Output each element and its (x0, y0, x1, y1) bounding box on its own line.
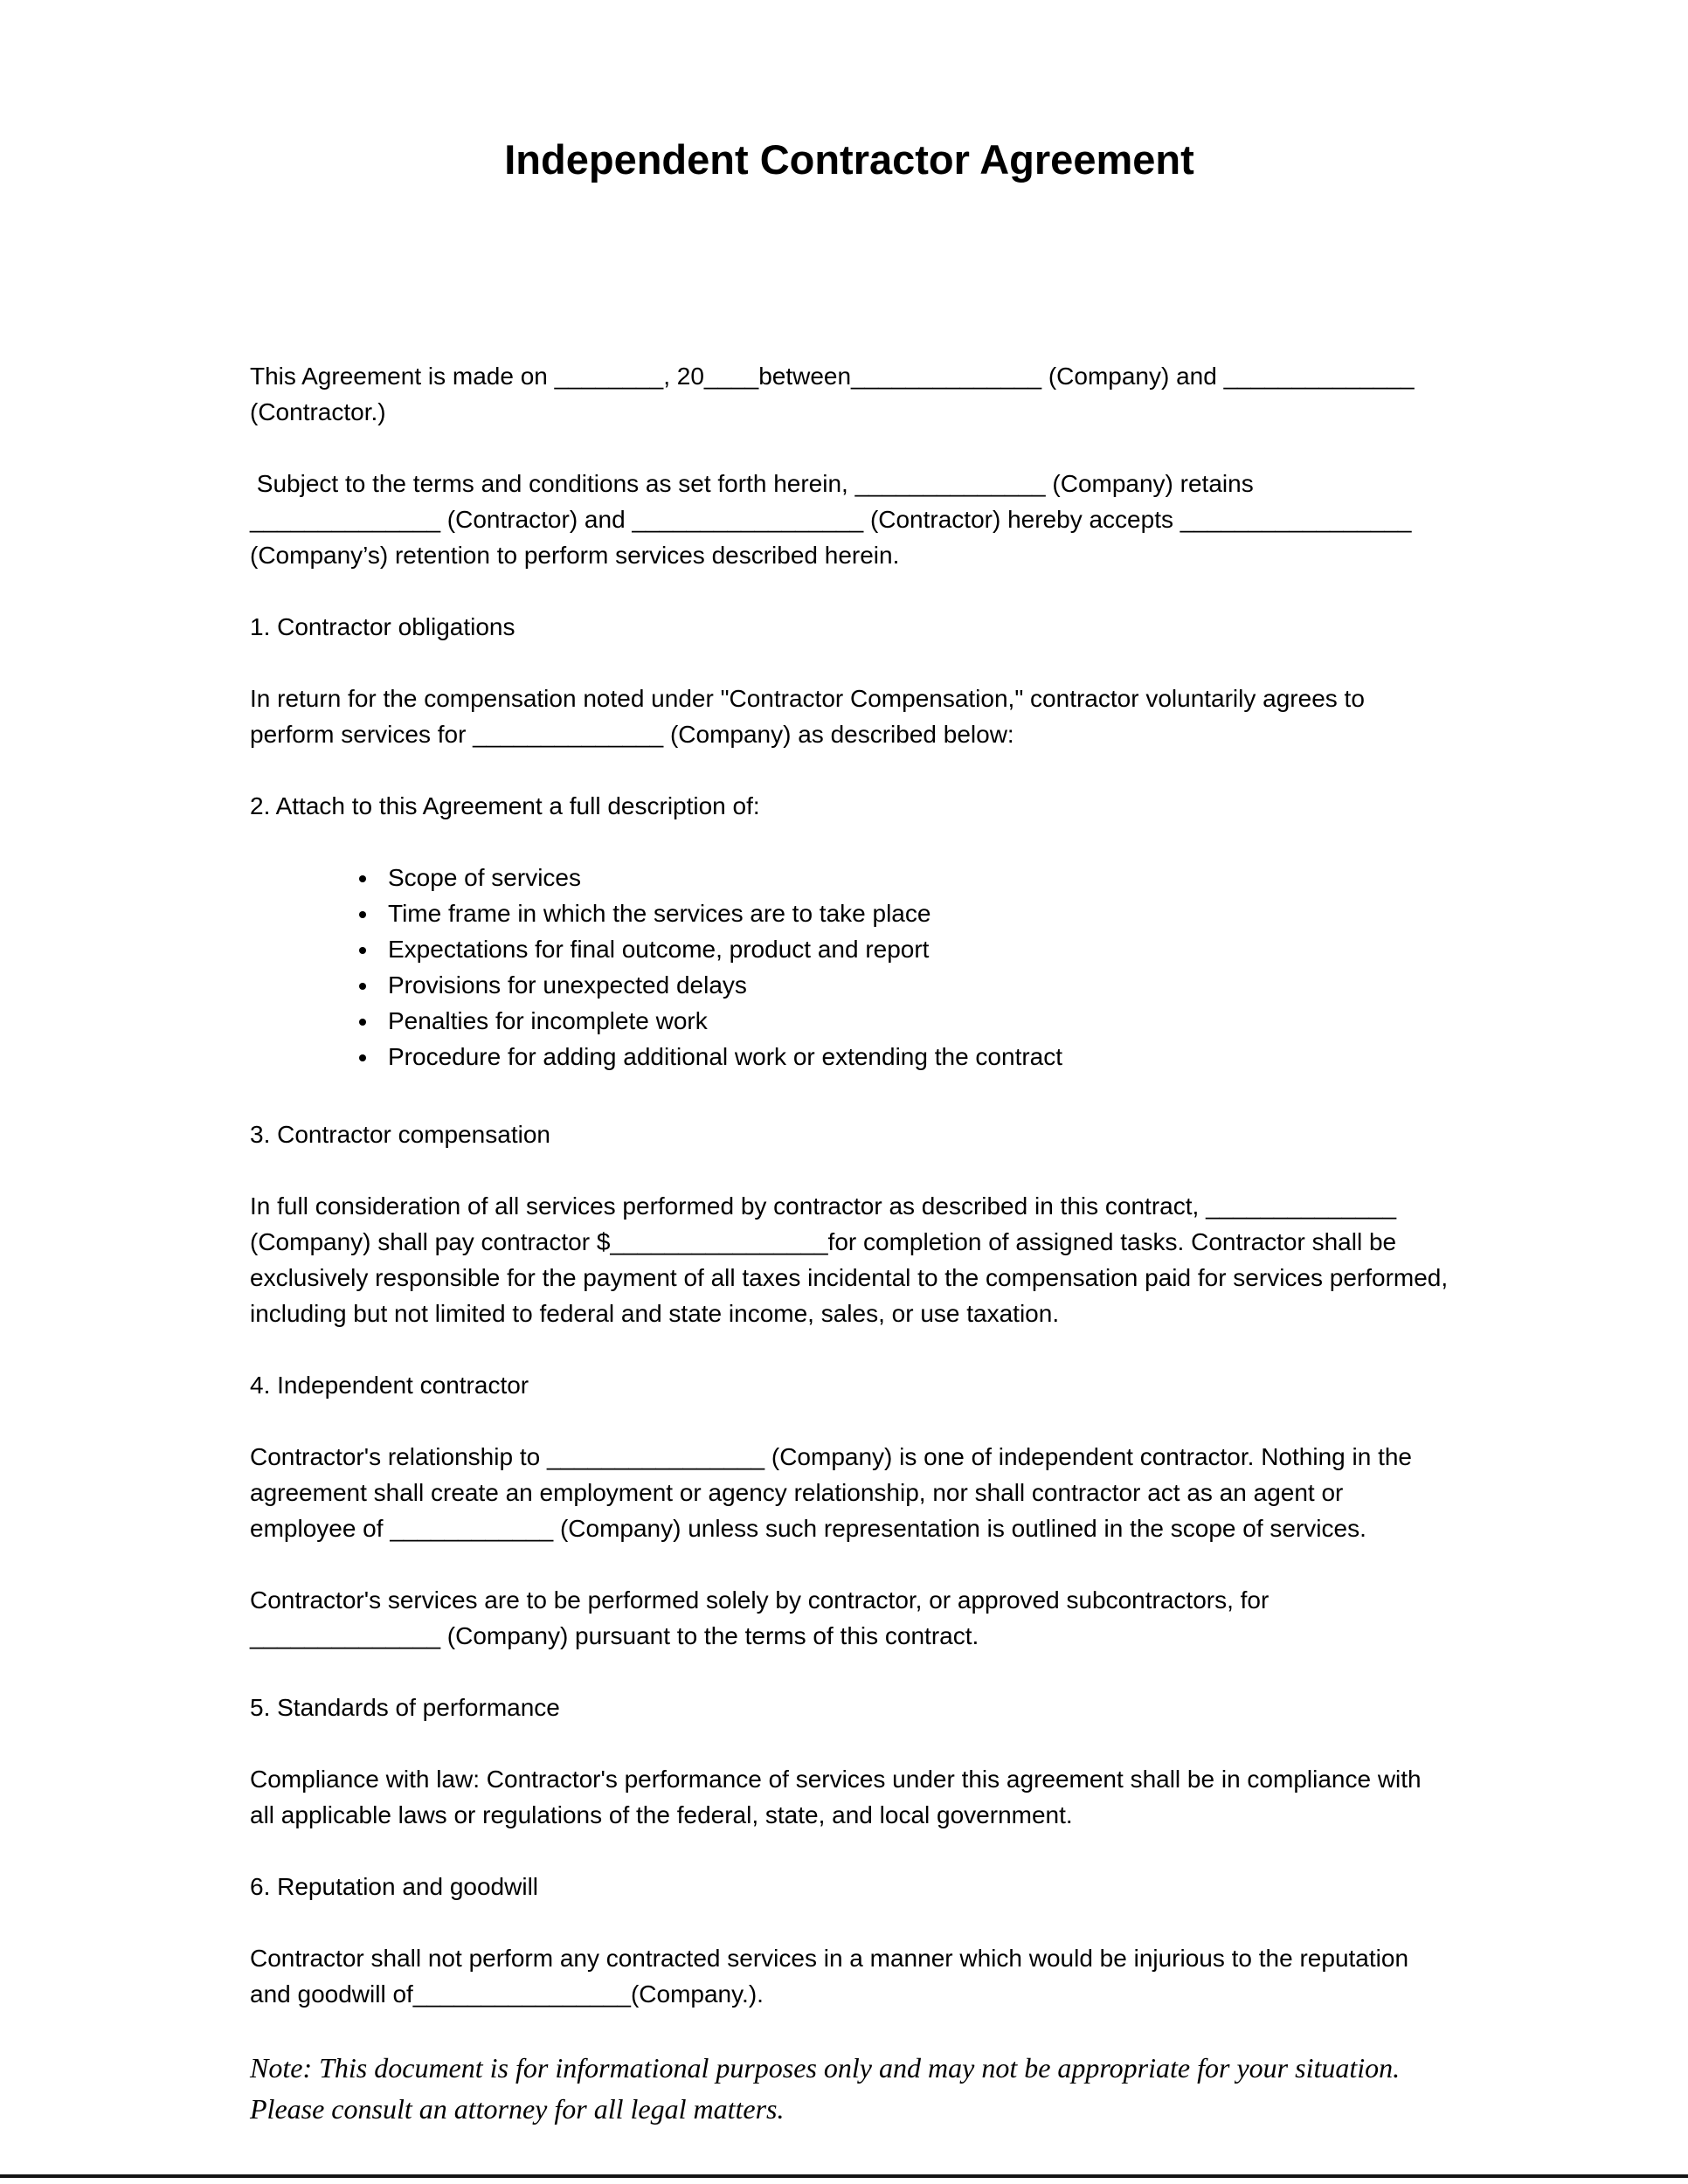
section-1-paragraph: In return for the compensation noted under "Contractor Compensation," contractor voluntarily agrees to perform services for ______________ (Company) as described below: (250, 685, 1372, 748)
bullet-item-time-frame: • Time frame in which the services are to take place (379, 895, 1449, 931)
intro-paragraph: This Agreement is made on ________, 20____between______________ (Company) and ______________ (Contractor.) (250, 363, 1422, 425)
section-3-paragraph: In full consideration of all services performed by contractor as described in this contract, ______________ (Company) shall pay contractor $________________for completion of assigned tasks. Contractor shall be exclusively responsible for the payment of all taxes incidental to the compensation paid for services performed, including but not limited to federal and state income, sales, or use taxation. (250, 1192, 1455, 1327)
section-3-heading: 3. Contractor compensation (250, 1121, 550, 1148)
bullet-item-scope: • Scope of services (379, 860, 1449, 895)
section-1-heading: 1. Contractor obligations (250, 613, 515, 640)
section-2-heading: 2. Attach to this Agreement a full description of: (250, 792, 760, 819)
section-5-heading: 5. Standards of performance (250, 1694, 560, 1721)
section-4-paragraph-1: Contractor's relationship to ________________ (Company) is one of independent contractor. Nothing in the agreement shall create an employment or agency relationship, nor shall contractor act as an agent or employee of ____________ (Company) unless such representation is outlined in the scope of services. (250, 1443, 1419, 1542)
section-4-heading: 4. Independent contractor (250, 1372, 529, 1399)
section-6-heading: 6. Reputation and goodwill (250, 1873, 539, 1900)
bullet-item-procedure: • Procedure for adding additional work or extending the contract (379, 1039, 1449, 1075)
retention-paragraph: Subject to the terms and conditions as set forth herein, ______________ (Company) retains ______________ (Contractor) and _________________ (Contractor) hereby accepts _________________ (Company’s) retention to perform services described herein. (250, 470, 1419, 569)
bullet-item-provisions: • Provisions for unexpected delays (379, 967, 1449, 1003)
section-2-bullet-list (250, 860, 1449, 1075)
page-bottom-edge (0, 2174, 1688, 2178)
section-4-paragraph-2: Contractor's services are to be performed solely by contractor, or approved subcontractors, for ______________ (Company) pursuant to the terms of this contract. (250, 1586, 1276, 1649)
bullet-item-expectations: • Expectations for final outcome, product and report (379, 931, 1449, 967)
disclaimer-note: Note: This document is for informational purposes only and may not be appropriate for your situation. Please consult an attorney for all legal matters. (250, 2052, 1401, 2125)
document-title: Independent Contractor Agreement (504, 136, 1194, 183)
document-content (250, 0, 1455, 2130)
section-5-paragraph: Compliance with law: Contractor's performance of services under this agreement shall be in compliance with all applicable laws or regulations of the federal, state, and local government. (250, 1766, 1429, 1828)
section-6-paragraph: Contractor shall not perform any contracted services in a manner which would be injurious to the reputation and goodwill of________________(Company.). (250, 1945, 1415, 2008)
bullet-item-penalties: • Penalties for incomplete work (379, 1003, 1449, 1039)
